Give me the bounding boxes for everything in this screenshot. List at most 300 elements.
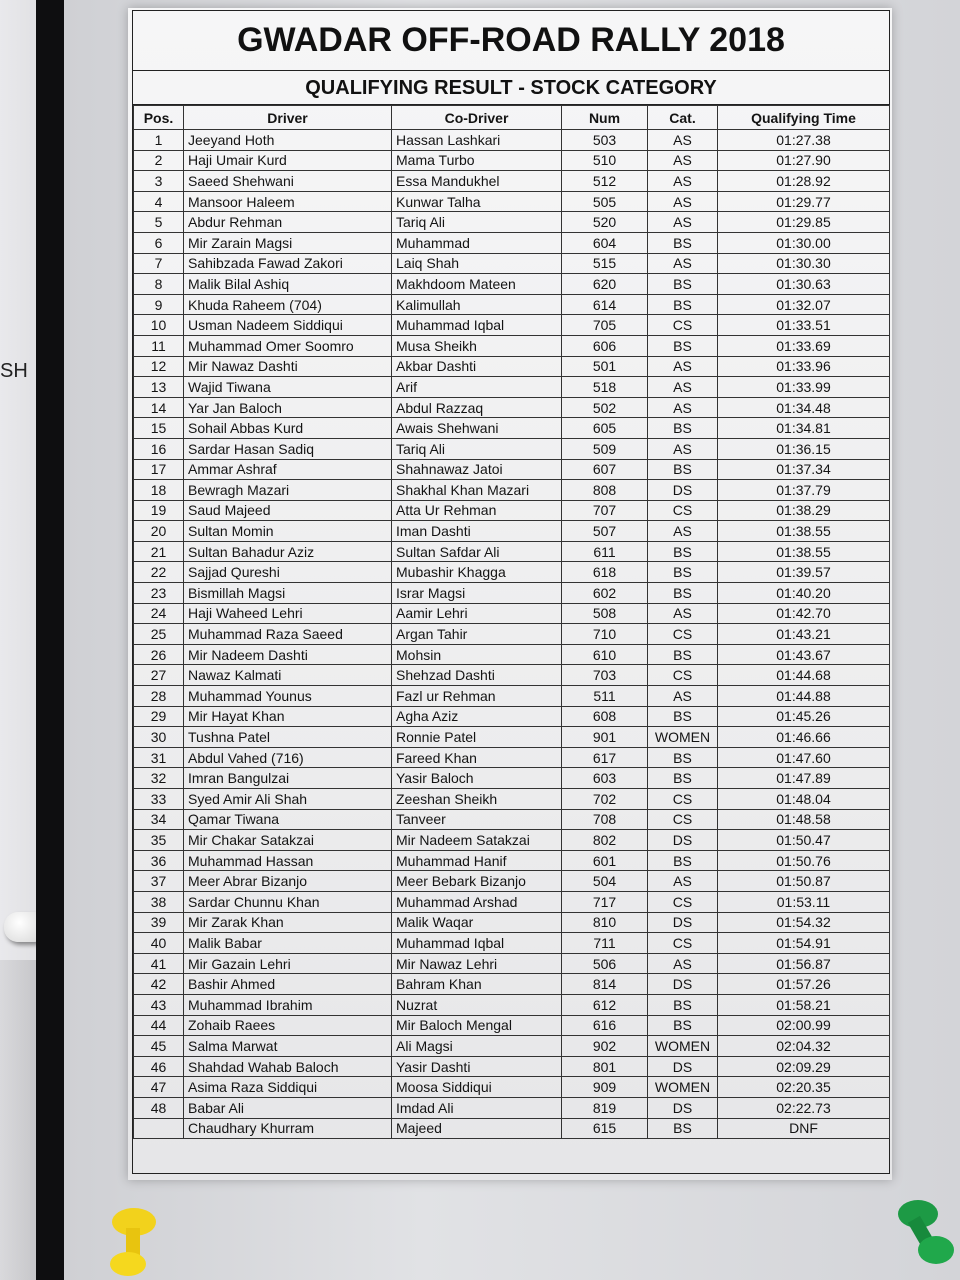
- cell-cat: AS: [648, 871, 718, 892]
- cell-codriver: Musa Sheikh: [392, 335, 562, 356]
- cell-cat: BS: [648, 418, 718, 439]
- cell-num: 710: [562, 624, 648, 645]
- cell-num: 808: [562, 480, 648, 501]
- header-num: Num: [562, 106, 648, 130]
- table-row: [134, 706, 890, 727]
- cell-codriver: Mohsin: [392, 644, 562, 665]
- cell-num: 515: [562, 253, 648, 274]
- cell-driver: Malik Bilal Ashiq: [184, 274, 392, 295]
- cell-pos: 45: [134, 1036, 184, 1057]
- cell-time: 01:30.63: [718, 274, 890, 295]
- table-row: [134, 994, 890, 1015]
- cell-cat: AS: [648, 253, 718, 274]
- cell-num: 607: [562, 459, 648, 480]
- cell-pos: 13: [134, 377, 184, 398]
- cell-pos: 12: [134, 356, 184, 377]
- cell-cat: BS: [648, 274, 718, 295]
- cell-driver: Tushna Patel: [184, 727, 392, 748]
- cell-codriver: Tariq Ali: [392, 438, 562, 459]
- yellow-pushpin: [98, 1200, 168, 1280]
- cell-codriver: Essa Mandukhel: [392, 171, 562, 192]
- table-row: [134, 480, 890, 501]
- cell-codriver: Tariq Ali: [392, 212, 562, 233]
- cell-codriver: Tanveer: [392, 809, 562, 830]
- cell-cat: BS: [648, 541, 718, 562]
- cell-num: 616: [562, 1015, 648, 1036]
- table-row: [134, 356, 890, 377]
- cell-codriver: Muhammad Hanif: [392, 850, 562, 871]
- cell-driver: Muhammad Raza Saeed: [184, 624, 392, 645]
- cell-driver: Malik Babar: [184, 933, 392, 954]
- cell-num: 603: [562, 768, 648, 789]
- table-row: [134, 294, 890, 315]
- cell-num: 602: [562, 583, 648, 604]
- cell-driver: Nawaz Kalmati: [184, 665, 392, 686]
- cell-num: 717: [562, 891, 648, 912]
- table-row: [134, 789, 890, 810]
- cell-cat: CS: [648, 500, 718, 521]
- cell-num: 507: [562, 521, 648, 542]
- cell-cat: AS: [648, 150, 718, 171]
- cell-num: 503: [562, 130, 648, 151]
- cell-time: 02:09.29: [718, 1056, 890, 1077]
- cell-time: 01:48.58: [718, 809, 890, 830]
- cell-time: 01:53.11: [718, 891, 890, 912]
- cell-driver: Sardar Chunnu Khan: [184, 891, 392, 912]
- cell-codriver: Kunwar Talha: [392, 191, 562, 212]
- cell-time: 01:42.70: [718, 603, 890, 624]
- cell-time: 01:50.47: [718, 830, 890, 851]
- cell-cat: BS: [648, 562, 718, 583]
- cell-time: 01:29.85: [718, 212, 890, 233]
- cell-pos: 10: [134, 315, 184, 336]
- cell-pos: 37: [134, 871, 184, 892]
- cell-cat: AS: [648, 438, 718, 459]
- cell-time: 01:27.38: [718, 130, 890, 151]
- table-row: [134, 871, 890, 892]
- table-row: [134, 933, 890, 954]
- cell-driver: Bismillah Magsi: [184, 583, 392, 604]
- cell-driver: Mir Zarak Khan: [184, 912, 392, 933]
- cell-pos: 32: [134, 768, 184, 789]
- cell-driver: Bashir Ahmed: [184, 974, 392, 995]
- cell-num: 508: [562, 603, 648, 624]
- cell-pos: 22: [134, 562, 184, 583]
- cell-time: 01:45.26: [718, 706, 890, 727]
- cell-pos: 28: [134, 686, 184, 707]
- table-row: [134, 768, 890, 789]
- cell-cat: AS: [648, 356, 718, 377]
- cell-driver: Mir Zarain Magsi: [184, 232, 392, 253]
- cell-time: 02:00.99: [718, 1015, 890, 1036]
- table-row: [134, 686, 890, 707]
- cell-time: 01:38.55: [718, 541, 890, 562]
- table-row: [134, 150, 890, 171]
- page-title: GWADAR OFF-ROAD RALLY 2018: [133, 11, 889, 71]
- table-row: [134, 850, 890, 871]
- cell-pos: 24: [134, 603, 184, 624]
- cell-pos: 23: [134, 583, 184, 604]
- cell-driver: Syed Amir Ali Shah: [184, 789, 392, 810]
- table-row: [134, 665, 890, 686]
- cell-codriver: Arif: [392, 377, 562, 398]
- cell-time: 01:33.96: [718, 356, 890, 377]
- cell-pos: 20: [134, 521, 184, 542]
- cell-num: 703: [562, 665, 648, 686]
- cell-driver: Sajjad Qureshi: [184, 562, 392, 583]
- cell-codriver: Yasir Dashti: [392, 1056, 562, 1077]
- table-row: [134, 1036, 890, 1057]
- cell-num: 501: [562, 356, 648, 377]
- table-row: [134, 562, 890, 583]
- cell-num: 506: [562, 953, 648, 974]
- cell-codriver: Hassan Lashkari: [392, 130, 562, 151]
- table-row: [134, 891, 890, 912]
- cell-codriver: Laiq Shah: [392, 253, 562, 274]
- cell-num: 810: [562, 912, 648, 933]
- cell-num: 608: [562, 706, 648, 727]
- table-row: [134, 521, 890, 542]
- cell-codriver: Akbar Dashti: [392, 356, 562, 377]
- cell-pos: 43: [134, 994, 184, 1015]
- cell-pos: 42: [134, 974, 184, 995]
- cell-driver: Ammar Ashraf: [184, 459, 392, 480]
- cell-cat: BS: [648, 768, 718, 789]
- cell-num: 504: [562, 871, 648, 892]
- cell-time: 01:48.04: [718, 789, 890, 810]
- table-row: [134, 974, 890, 995]
- cell-driver: Babar Ali: [184, 1097, 392, 1118]
- cell-num: 909: [562, 1077, 648, 1098]
- cell-cat: AS: [648, 212, 718, 233]
- cell-time: 01:34.48: [718, 397, 890, 418]
- cell-cat: AS: [648, 521, 718, 542]
- table-row: [134, 747, 890, 768]
- cell-num: 901: [562, 727, 648, 748]
- cell-num: 801: [562, 1056, 648, 1077]
- adjacent-sheet-text: SH: [0, 360, 28, 382]
- cell-pos: 34: [134, 809, 184, 830]
- cell-time: DNF: [718, 1118, 890, 1139]
- cell-cat: AS: [648, 377, 718, 398]
- cell-cat: BS: [648, 583, 718, 604]
- cell-num: 520: [562, 212, 648, 233]
- table-row: [134, 1118, 890, 1139]
- cell-cat: WOMEN: [648, 1077, 718, 1098]
- cell-codriver: Awais Shehwani: [392, 418, 562, 439]
- table-row: [134, 459, 890, 480]
- cell-driver: Muhammad Omer Soomro: [184, 335, 392, 356]
- cell-cat: DS: [648, 912, 718, 933]
- cell-num: 617: [562, 747, 648, 768]
- cell-driver: Saud Majeed: [184, 500, 392, 521]
- cell-time: 01:43.21: [718, 624, 890, 645]
- cell-driver: Sultan Momin: [184, 521, 392, 542]
- cell-cat: BS: [648, 994, 718, 1015]
- cell-codriver: Mir Nadeem Satakzai: [392, 830, 562, 851]
- cell-cat: DS: [648, 1056, 718, 1077]
- table-row: [134, 377, 890, 398]
- cell-cat: DS: [648, 830, 718, 851]
- cell-codriver: Atta Ur Rehman: [392, 500, 562, 521]
- cell-driver: Wajid Tiwana: [184, 377, 392, 398]
- cell-codriver: Kalimullah: [392, 294, 562, 315]
- cell-cat: WOMEN: [648, 1036, 718, 1057]
- cell-codriver: Moosa Siddiqui: [392, 1077, 562, 1098]
- cell-pos: 18: [134, 480, 184, 501]
- cell-driver: Mir Nadeem Dashti: [184, 644, 392, 665]
- cell-pos: 15: [134, 418, 184, 439]
- cell-cat: AS: [648, 191, 718, 212]
- cell-driver: Haji Waheed Lehri: [184, 603, 392, 624]
- cell-num: 511: [562, 686, 648, 707]
- cell-pos: 39: [134, 912, 184, 933]
- cell-num: 705: [562, 315, 648, 336]
- cell-driver: Mir Chakar Satakzai: [184, 830, 392, 851]
- cell-codriver: Sultan Safdar Ali: [392, 541, 562, 562]
- cell-pos: [134, 1118, 184, 1139]
- header-time: Qualifying Time: [718, 106, 890, 130]
- cell-time: 01:40.20: [718, 583, 890, 604]
- cell-codriver: Shehzad Dashti: [392, 665, 562, 686]
- cell-pos: 29: [134, 706, 184, 727]
- cell-pos: 21: [134, 541, 184, 562]
- cell-codriver: Ronnie Patel: [392, 727, 562, 748]
- cell-cat: BS: [648, 1118, 718, 1139]
- cell-pos: 31: [134, 747, 184, 768]
- cell-cat: AS: [648, 397, 718, 418]
- cell-time: 01:34.81: [718, 418, 890, 439]
- cell-num: 614: [562, 294, 648, 315]
- cell-cat: BS: [648, 232, 718, 253]
- cell-codriver: Shahnawaz Jatoi: [392, 459, 562, 480]
- cell-codriver: Ali Magsi: [392, 1036, 562, 1057]
- table-row: [134, 130, 890, 151]
- table-row: [134, 274, 890, 295]
- cell-cat: BS: [648, 459, 718, 480]
- cell-driver: Meer Abrar Bizanjo: [184, 871, 392, 892]
- cell-num: 604: [562, 232, 648, 253]
- cell-num: 708: [562, 809, 648, 830]
- cell-time: 01:44.68: [718, 665, 890, 686]
- table-row: [134, 583, 890, 604]
- cell-codriver: Argan Tahir: [392, 624, 562, 645]
- results-table: [133, 105, 890, 1139]
- cell-pos: 19: [134, 500, 184, 521]
- cell-time: 01:30.30: [718, 253, 890, 274]
- cell-driver: Abdur Rehman: [184, 212, 392, 233]
- cell-num: 902: [562, 1036, 648, 1057]
- cell-driver: Mansoor Haleem: [184, 191, 392, 212]
- cell-time: 01:29.77: [718, 191, 890, 212]
- table-row: [134, 418, 890, 439]
- cell-codriver: Mubashir Khagga: [392, 562, 562, 583]
- cell-codriver: Majeed: [392, 1118, 562, 1139]
- cell-driver: Qamar Tiwana: [184, 809, 392, 830]
- table-row: [134, 315, 890, 336]
- cell-driver: Khuda Raheem (704): [184, 294, 392, 315]
- cell-pos: 27: [134, 665, 184, 686]
- cell-codriver: Muhammad Iqbal: [392, 315, 562, 336]
- cell-cat: CS: [648, 789, 718, 810]
- table-row: [134, 603, 890, 624]
- cell-codriver: Mama Turbo: [392, 150, 562, 171]
- cell-pos: 8: [134, 274, 184, 295]
- cell-num: 611: [562, 541, 648, 562]
- cell-time: 01:50.87: [718, 871, 890, 892]
- cell-time: 01:44.88: [718, 686, 890, 707]
- cell-time: 01:37.79: [718, 480, 890, 501]
- cell-pos: 46: [134, 1056, 184, 1077]
- cell-time: 01:27.90: [718, 150, 890, 171]
- cell-driver: Abdul Vahed (716): [184, 747, 392, 768]
- cell-driver: Sultan Bahadur Aziz: [184, 541, 392, 562]
- cell-time: 01:33.69: [718, 335, 890, 356]
- table-header-row: [134, 106, 890, 130]
- cell-driver: Chaudhary Khurram: [184, 1118, 392, 1139]
- cell-time: 01:50.76: [718, 850, 890, 871]
- cell-time: 01:33.99: [718, 377, 890, 398]
- header-driver: Driver: [184, 106, 392, 130]
- cell-cat: AS: [648, 171, 718, 192]
- table-row: [134, 500, 890, 521]
- cell-pos: 7: [134, 253, 184, 274]
- cell-driver: Mir Hayat Khan: [184, 706, 392, 727]
- cell-cat: CS: [648, 665, 718, 686]
- cell-cat: CS: [648, 315, 718, 336]
- cell-pos: 41: [134, 953, 184, 974]
- cell-pos: 14: [134, 397, 184, 418]
- cell-pos: 9: [134, 294, 184, 315]
- cell-driver: Zohaib Raees: [184, 1015, 392, 1036]
- cell-time: 01:38.29: [718, 500, 890, 521]
- cell-driver: Mir Gazain Lehri: [184, 953, 392, 974]
- cell-codriver: Mir Nawaz Lehri: [392, 953, 562, 974]
- cell-time: 01:43.67: [718, 644, 890, 665]
- cell-codriver: Zeeshan Sheikh: [392, 789, 562, 810]
- cell-driver: Yar Jan Baloch: [184, 397, 392, 418]
- table-row: [134, 438, 890, 459]
- cell-driver: Usman Nadeem Siddiqui: [184, 315, 392, 336]
- table-row: [134, 253, 890, 274]
- cell-time: 01:56.87: [718, 953, 890, 974]
- table-row: [134, 644, 890, 665]
- table-row: [134, 1015, 890, 1036]
- cell-num: 615: [562, 1118, 648, 1139]
- cell-driver: Muhammad Younus: [184, 686, 392, 707]
- cell-codriver: Imdad Ali: [392, 1097, 562, 1118]
- cell-cat: DS: [648, 480, 718, 501]
- cell-num: 605: [562, 418, 648, 439]
- cell-num: 819: [562, 1097, 648, 1118]
- cell-pos: 38: [134, 891, 184, 912]
- table-row: [134, 1056, 890, 1077]
- cell-num: 518: [562, 377, 648, 398]
- cell-pos: 48: [134, 1097, 184, 1118]
- cell-cat: BS: [648, 706, 718, 727]
- cell-num: 505: [562, 191, 648, 212]
- cell-driver: Mir Nawaz Dashti: [184, 356, 392, 377]
- cell-cat: AS: [648, 130, 718, 151]
- cell-pos: 33: [134, 789, 184, 810]
- cell-num: 814: [562, 974, 648, 995]
- cell-time: 01:54.91: [718, 933, 890, 954]
- cell-driver: Haji Umair Kurd: [184, 150, 392, 171]
- cell-cat: CS: [648, 933, 718, 954]
- cell-num: 711: [562, 933, 648, 954]
- cell-codriver: Iman Dashti: [392, 521, 562, 542]
- cell-codriver: Makhdoom Mateen: [392, 274, 562, 295]
- cell-codriver: Fazl ur Rehman: [392, 686, 562, 707]
- table-row: [134, 912, 890, 933]
- cell-cat: BS: [648, 294, 718, 315]
- table-row: [134, 191, 890, 212]
- green-pushpin: [880, 1192, 960, 1272]
- header-pos: Pos.: [134, 106, 184, 130]
- cell-num: 502: [562, 397, 648, 418]
- cell-cat: CS: [648, 624, 718, 645]
- cell-cat: BS: [648, 335, 718, 356]
- cell-driver: Imran Bangulzai: [184, 768, 392, 789]
- cell-time: 02:04.32: [718, 1036, 890, 1057]
- cell-codriver: Muhammad Iqbal: [392, 933, 562, 954]
- cell-num: 620: [562, 274, 648, 295]
- cell-pos: 2: [134, 150, 184, 171]
- cell-codriver: Muhammad Arshad: [392, 891, 562, 912]
- cell-cat: DS: [648, 1097, 718, 1118]
- cell-driver: Sahibzada Fawad Zakori: [184, 253, 392, 274]
- table-row: [134, 232, 890, 253]
- cell-pos: 5: [134, 212, 184, 233]
- cell-cat: AS: [648, 953, 718, 974]
- cell-codriver: Bahram Khan: [392, 974, 562, 995]
- cell-pos: 1: [134, 130, 184, 151]
- table-row: [134, 541, 890, 562]
- cell-codriver: Muhammad: [392, 232, 562, 253]
- cell-driver: Salma Marwat: [184, 1036, 392, 1057]
- cell-cat: CS: [648, 891, 718, 912]
- table-row: [134, 624, 890, 645]
- table-row: [134, 212, 890, 233]
- cell-pos: 16: [134, 438, 184, 459]
- page-subtitle: QUALIFYING RESULT - STOCK CATEGORY: [133, 71, 889, 105]
- cell-num: 509: [562, 438, 648, 459]
- cell-driver: Asima Raza Siddiqui: [184, 1077, 392, 1098]
- table-row: [134, 727, 890, 748]
- cell-pos: 3: [134, 171, 184, 192]
- cell-driver: Bewragh Mazari: [184, 480, 392, 501]
- header-cat: Cat.: [648, 106, 718, 130]
- cell-time: 01:47.89: [718, 768, 890, 789]
- cell-time: 01:54.32: [718, 912, 890, 933]
- cell-codriver: Shakhal Khan Mazari: [392, 480, 562, 501]
- cell-time: 01:37.34: [718, 459, 890, 480]
- cell-time: 01:33.51: [718, 315, 890, 336]
- table-row: [134, 830, 890, 851]
- cell-num: 606: [562, 335, 648, 356]
- cell-cat: BS: [648, 747, 718, 768]
- cell-num: 612: [562, 994, 648, 1015]
- cell-pos: 25: [134, 624, 184, 645]
- cell-pos: 4: [134, 191, 184, 212]
- cell-driver: Sohail Abbas Kurd: [184, 418, 392, 439]
- cell-pos: 40: [134, 933, 184, 954]
- cell-pos: 17: [134, 459, 184, 480]
- cell-time: 01:57.26: [718, 974, 890, 995]
- cell-time: 01:28.92: [718, 171, 890, 192]
- cell-num: 601: [562, 850, 648, 871]
- cell-num: 802: [562, 830, 648, 851]
